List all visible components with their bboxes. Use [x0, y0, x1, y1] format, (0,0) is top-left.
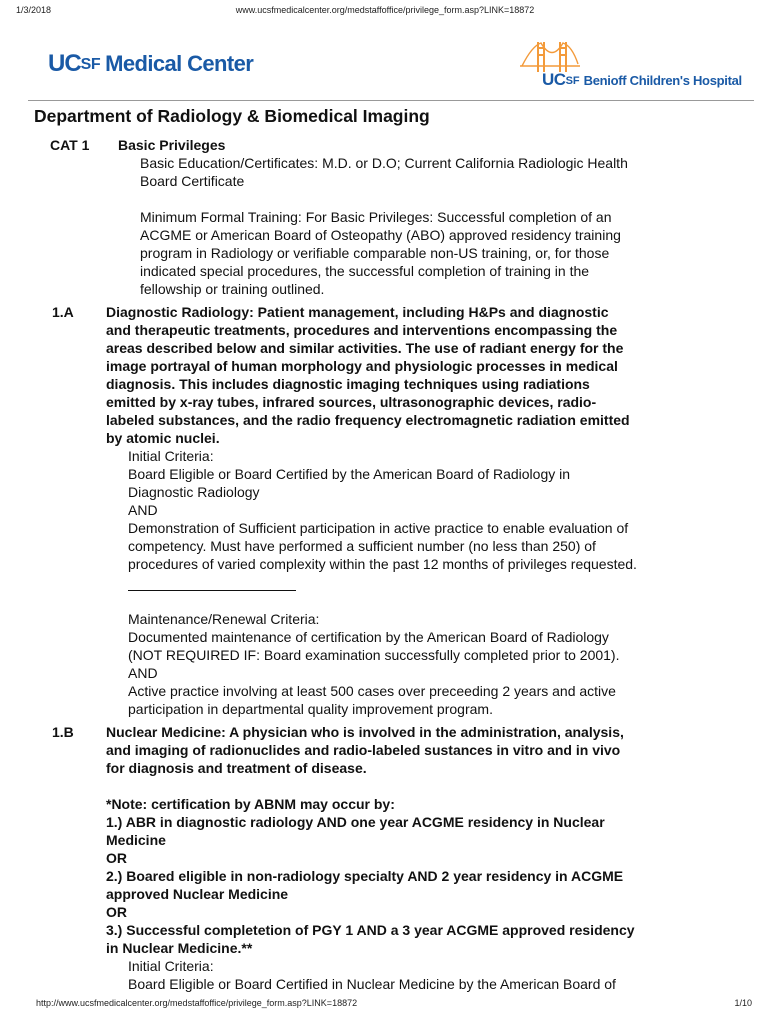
- benioff-childrens-hospital-logo: [520, 40, 742, 96]
- department-title: Department of Radiology & Biomedical Imaging: [34, 106, 430, 126]
- header-divider: [28, 100, 754, 101]
- print-date: 1/3/2018: [16, 5, 52, 15]
- print-header: [16, 5, 754, 17]
- logo-medical-center: Medical Center: [105, 51, 254, 76]
- section-code: 1.B: [52, 724, 74, 740]
- initial-criteria-text: Initial Criteria: Board Eligible or Board Certified by the American Board of Radiology in Diagnostic Radiology AND Demonstration of Sufficient participation in active practice to enable evaluation of competency. Must have performed a sufficient number (no less than 250) of procedures of varied complexity within the past 12 months of privileges requested.: [128, 448, 637, 572]
- privileges-content: [0, 136, 770, 993]
- print-footer-url: http://www.ucsfmedicalcenter.org/medstaffoffice/privilege_form.asp?LINK=18872: [36, 998, 358, 1008]
- signature-line: [128, 573, 296, 591]
- logo-uc: UC: [542, 70, 566, 89]
- initial-criteria-text: Initial Criteria: Board Eligible or Board Certified in Nuclear Medicine by the American Board of: [128, 958, 616, 992]
- section-code: 1.A: [52, 304, 74, 320]
- category-code: CAT 1: [50, 137, 90, 153]
- section-1b: [0, 723, 770, 993]
- minimum-training-text: Minimum Formal Training: For Basic Privileges: Successful completion of an ACGME or American Board of Osteopathy (ABO) approved residency training program in Radiology or verifiable comparable non-US training, or, for those indicated special procedures, the successful completion of training in the fellowship or training outlined.: [140, 209, 621, 297]
- abnm-certification-note: *Note: certification by ABNM may occur by: 1.) ABR in diagnostic radiology AND one year ACGME residency in Nuclear Medicine OR 2.) Boared eligible in non-radiology specialty AND 2 year residency in ACGME approved Nuclear Medicine OR 3.) Successful completetion of PGY 1 AND a 3 year ACGME approved residency in Nuclear Medicine.**: [106, 796, 635, 956]
- golden-gate-bridge-icon: [520, 40, 580, 74]
- diagnostic-radiology-description: Diagnostic Radiology: Patient management, including H&Ps and diagnostic and therapeutic treatments, procedures and interventions encompassing the areas described below and similar activities. The use of radiant energy for the image portrayal of human morphology and physiologic processes in medical diagnosis. This includes diagnostic imaging techniques using radiations emitted by x-ray tubes, infrared sources, ultrasonographic devices, radio- labeled substances, and the radio frequency electromagnetic radiation emitted by atomic nuclei.: [106, 304, 630, 446]
- nuclear-medicine-description: Nuclear Medicine: A physician who is involved in the administration, analysis, and imaging of radionuclides and radio-labeled sustances in vitro and in vivo for diagnosis and treatment of disease.: [106, 724, 624, 776]
- ucsf-medical-center-logo: [48, 50, 253, 82]
- category-1-section: [0, 136, 770, 298]
- category-title: Basic Privileges: [118, 137, 226, 153]
- logo-uc: UC: [48, 50, 81, 77]
- print-header-url: www.ucsfmedicalcenter.org/medstaffoffice/privilege_form.asp?LINK=18872: [235, 5, 535, 15]
- maintenance-criteria-text: Maintenance/Renewal Criteria: Documented maintenance of certification by the American Board of Radiology (NOT REQUIRED IF: Board examination successfully completed prior to 2001). AND Active practice involving at least 500 cases over preceeding 2 years and active participation in departmental quality improvement program.: [128, 611, 620, 717]
- logo-benioff-childrens-hospital: Benioff Children's Hospital: [583, 73, 742, 88]
- basic-education-text: Basic Education/Certificates: M.D. or D.O; Current California Radiologic Health Board Certificate: [140, 155, 628, 189]
- page-number: 1/10: [734, 998, 752, 1008]
- section-1a: [0, 303, 770, 718]
- print-footer: [16, 998, 754, 1010]
- logo-sf: SF: [565, 75, 580, 87]
- logo-sf: SF: [80, 56, 101, 73]
